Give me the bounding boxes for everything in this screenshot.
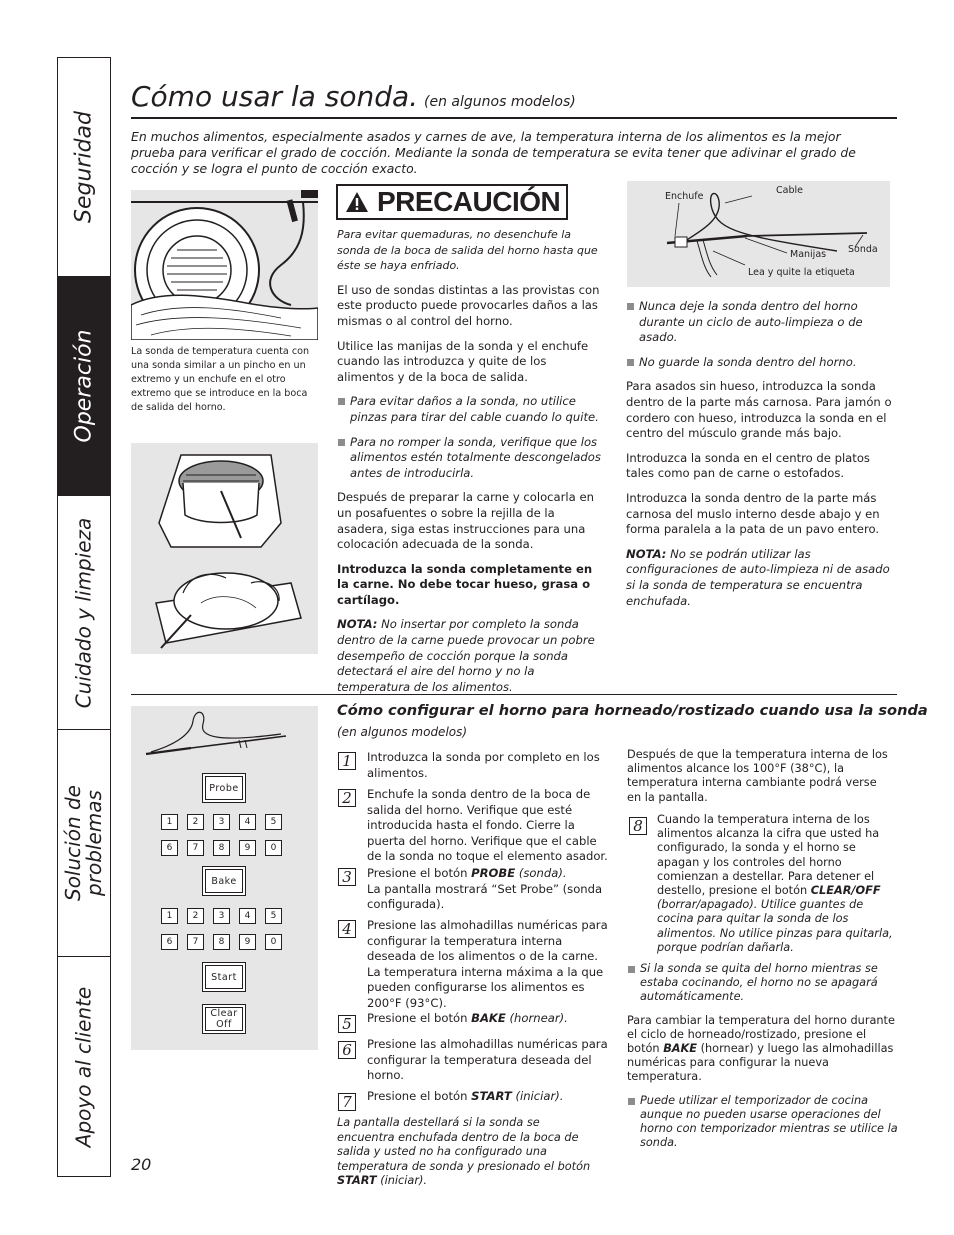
step-3-pre: Presione el botón xyxy=(367,866,472,880)
keypad1-key-8[interactable]: 8 xyxy=(213,840,230,856)
step-7-bold: START xyxy=(471,1089,512,1103)
section2-right-bullet-1: Si la sonda se quita del horno mientras se estaba cocinando, el horno no se apagará automáticamente. xyxy=(627,962,899,1005)
step-2-text: Enchufe la sonda dentro de la boca de salida del horno. Verifique que esté introducida hasta el fondo. Cierre la puerta del horno. Verifique que el cable de la sonda no toque el elemento asador. xyxy=(367,787,608,864)
step-7-number: 7 xyxy=(338,1093,356,1111)
step-5-pre: Presione el botón xyxy=(367,1011,472,1025)
keypad1-key-6[interactable]: 6 xyxy=(161,840,178,856)
warning-banner xyxy=(336,184,568,220)
step-5-post: (hornear). xyxy=(505,1011,568,1025)
warning-icon xyxy=(345,191,369,213)
keypad2-key-0[interactable]: 0 xyxy=(265,934,282,950)
step-2-number: 2 xyxy=(338,789,356,807)
start-key[interactable] xyxy=(202,962,246,992)
tab-operacion[interactable] xyxy=(58,277,110,496)
step-1-text: Introduzca la sonda por completo en los alimentos. xyxy=(367,750,600,780)
step-6-text: Presione las almohadillas numéricas para configurar la temperatura deseada del horno. xyxy=(367,1037,608,1083)
warning-note xyxy=(337,617,605,695)
diagram-label-manijas: Manijas xyxy=(790,249,827,260)
probe-diagram xyxy=(627,181,890,287)
section2-right-bullet-2: Puede utilizar el temporizador de cocina aunque no pueden usarse operaciones del horno con temporizador mientras se utilice la sonda. xyxy=(627,1094,899,1151)
warning-paragraph-2: El uso de sondas distintas a las provistas con este producto puede provocarles daños a las mismas o al control del horno. xyxy=(337,282,600,328)
keypad2-key-1[interactable]: 1 xyxy=(161,908,178,924)
keypad1-key-5[interactable]: 5 xyxy=(265,814,282,830)
step-3-number: 3 xyxy=(338,868,356,886)
warning-column xyxy=(337,227,605,704)
section2-right-p2-bold: BAKE xyxy=(663,1042,698,1056)
step-1 xyxy=(338,750,608,781)
tab-solucion[interactable] xyxy=(58,730,110,957)
warning-paragraph-3: Utilice las manijas de la sonda y el enchufe cuando las introduzca y quite de los alimentos y de la boca de salida. xyxy=(337,338,589,384)
bake-key[interactable] xyxy=(202,866,246,896)
clear-off-key[interactable] xyxy=(202,1004,246,1034)
keypad1-key-2[interactable]: 2 xyxy=(187,814,204,830)
right-note-text: No se podrán utilizar las configuraciones de auto-limpieza ni de asado si la sonda de temperatura se encuentra enchufada. xyxy=(626,546,890,608)
probe-key[interactable] xyxy=(202,773,246,803)
step-8-post: (borrar/apagado). Utilice guantes de cocina para quitar la sonda de los alimentos. No utilice pinzas para quitarla, porque podrían dañarla. xyxy=(657,898,893,954)
keypad2-key-3[interactable]: 3 xyxy=(213,908,230,924)
section2-right-bottom xyxy=(627,962,899,1159)
step-3-post: (sonda). xyxy=(515,866,567,880)
step-3 xyxy=(338,866,608,913)
warning-note-label: NOTA: xyxy=(337,617,378,632)
diagram-label-enchufe: Enchufe xyxy=(665,191,704,202)
right-paragraph-3: Introduzca la sonda dentro de la parte más carnosa del muslo interno desde abajo y en forma paralela a la pata de un pavo entero. xyxy=(626,490,880,537)
diagram-label-sonda: Sonda xyxy=(848,244,878,255)
section2-right-paragraph-1: Después de que la temperatura interna de los alimentos alcance los 100°F (38°C), la temperatura interna cambiante podrá verse en la pantalla. xyxy=(627,748,888,804)
step-3-line2: La pantalla mostrará “Set Probe” (sonda configurada). xyxy=(367,881,603,912)
flash-note-post: (iniciar). xyxy=(376,1174,427,1187)
step-3-text xyxy=(367,866,608,913)
section2-right-p2-post: (hornear) y luego las almohadillas numéricas para configurar la nueva temperatura. xyxy=(627,1042,894,1084)
tab-solucion-label: Solución de problemas xyxy=(61,785,106,901)
warning-paragraph-5: Introduzca la sonda completamente en la carne. No debe tocar hueso, grasa o cartílago. xyxy=(337,561,593,607)
off-key-label: Off xyxy=(216,1019,232,1030)
keypad2-key-5[interactable]: 5 xyxy=(265,908,282,924)
step-1-number: 1 xyxy=(338,752,356,770)
intro-paragraph: En muchos alimentos, especialmente asados y carnes de ave, la temperatura interna de los alimentos es la mejor prueba para verificar el grado de cocción. Mediante la sonda de temperatura se evita tener que adivinar el grado de cocción y se logra el punto de cocción exacto. xyxy=(131,129,856,176)
step-8-text xyxy=(657,813,899,955)
keypad2-key-6[interactable]: 6 xyxy=(161,934,178,950)
section2-subtitle: (en algunos modelos) xyxy=(337,725,468,739)
warning-note-text: No insertar por completo la sonda dentro de la carne puede provocar un pobre desempeño de cocción porque la sonda detectará el aire del horno y no la temperatura de los alimentos. xyxy=(337,617,595,694)
keypad2-key-2[interactable]: 2 xyxy=(187,908,204,924)
flash-note-bold: START xyxy=(337,1174,377,1187)
roast-turkey-illustration xyxy=(131,443,318,654)
tab-seguridad-label: Seguridad xyxy=(71,111,97,223)
keypad2-key-7[interactable]: 7 xyxy=(187,934,204,950)
right-bullet-2: No guarde la sonda dentro del horno. xyxy=(626,355,901,371)
step-5-bold: BAKE xyxy=(471,1011,506,1025)
section2-title: Cómo configurar el horno para horneado/rostizado cuando usa la sonda xyxy=(337,702,928,719)
tab-cuidado[interactable] xyxy=(58,496,110,730)
step-8-pre: Cuando la temperatura interna de los alimentos alcanza la cifra que usted ha configurado, la sonda y el horno se apagan y los controles del horno comienzan a destellar. Para detener el destello, presione el botón xyxy=(657,813,880,898)
keypad1-key-0[interactable]: 0 xyxy=(265,840,282,856)
figure1-caption: La sonda de temperatura cuenta con una sonda similar a un pincho en un extremo y un enchufe en el otro extremo que se introduce en la boca de salida del horno. xyxy=(131,346,310,413)
step-6-number: 6 xyxy=(338,1041,356,1059)
step-4-number: 4 xyxy=(338,920,356,938)
step-8 xyxy=(629,813,899,955)
warning-paragraph-1: Para evitar quemaduras, no desenchufe la sonda de la boca de salida del horno hasta que éste se haya enfriado. xyxy=(337,228,598,273)
diagram-label-etiqueta: Lea y quite la etiqueta xyxy=(748,267,855,278)
step-5-number: 5 xyxy=(338,1015,356,1033)
flash-note xyxy=(337,1116,597,1189)
tab-apoyo[interactable] xyxy=(58,957,110,1176)
warning-paragraph-4: Después de preparar la carne y colocarla en un posafuentes o sobre la rejilla de la asadera, siga estas instrucciones para una colocación adecuada de la sonda. xyxy=(337,490,594,552)
diagram-label-cable: Cable xyxy=(776,185,803,196)
right-paragraph-2: Introduzca la sonda en el centro de platos tales como pan de carne o estofados. xyxy=(626,450,870,481)
tab-cuidado-label: Cuidado y limpieza xyxy=(71,517,96,708)
section-tabs xyxy=(57,57,111,1177)
step-7-post: (iniciar). xyxy=(511,1089,564,1103)
keypad1-key-4[interactable]: 4 xyxy=(239,814,256,830)
page-title-text: Cómo usar la sonda. xyxy=(131,80,419,113)
tab-seguridad[interactable] xyxy=(58,58,110,277)
page-title-subtitle: (en algunos modelos) xyxy=(424,94,576,110)
step-6 xyxy=(338,1037,608,1084)
step-7 xyxy=(338,1089,608,1111)
section2-right-paragraph-2 xyxy=(627,1014,899,1085)
right-column xyxy=(626,299,901,618)
probe-outlet-illustration xyxy=(131,190,318,340)
keypad2-key-8[interactable]: 8 xyxy=(213,934,230,950)
step-8-number: 8 xyxy=(629,817,647,835)
tab-apoyo-label: Apoyo al cliente xyxy=(71,986,96,1147)
keypad1-key-7[interactable]: 7 xyxy=(187,840,204,856)
warning-title: PRECAUCIÓN xyxy=(377,186,561,217)
step-7-pre: Presione el botón xyxy=(367,1089,472,1103)
page-number: 20 xyxy=(131,1155,152,1174)
step-2 xyxy=(338,787,608,865)
right-note-label: NOTA: xyxy=(626,546,667,561)
right-bullet-1: Nunca deje la sonda dentro del horno durante un ciclo de auto-limpieza o de asado. xyxy=(626,299,901,346)
step-4 xyxy=(338,918,608,1012)
keypad1-key-3[interactable]: 3 xyxy=(213,814,230,830)
probe-key-label: Probe xyxy=(209,782,239,794)
step-5 xyxy=(338,1011,608,1033)
step-7-text xyxy=(367,1089,608,1105)
step-3-bold: PROBE xyxy=(471,866,516,880)
step-4-text: Presione las almohadillas numéricas para configurar la temperatura interna deseada de los alimentos o de la carne. La temperatura interna máxima a la que pueden configurarse los alimentos es 200°F (93°C). xyxy=(367,918,608,1010)
control-panel-illustration xyxy=(131,706,318,1050)
page-title xyxy=(131,80,576,113)
keypad1-key-9[interactable]: 9 xyxy=(239,840,256,856)
keypad1-key-1[interactable]: 1 xyxy=(161,814,178,830)
section2-rule xyxy=(131,694,897,695)
start-key-label: Start xyxy=(211,971,237,983)
flash-note-pre: La pantalla destellará si la sonda se encuentra enchufada dentro de la boca de salida y usted no ha configurado una temperatura de sonda y presionado el botón xyxy=(337,1116,591,1173)
right-note xyxy=(626,547,901,609)
title-rule xyxy=(131,117,897,119)
warning-bullet-1: Para evitar daños a la sonda, no utilice pinzas para tirar del cable cuando lo quite. xyxy=(337,394,605,425)
keypad2-key-9[interactable]: 9 xyxy=(239,934,256,950)
section2-right-p2-pre: Para cambiar la temperatura del horno durante el ciclo de horneado/rostizado, presione el botón xyxy=(627,1013,895,1056)
right-paragraph-1: Para asados sin hueso, introduzca la sonda dentro de la parte más carnosa. Para jamón o cordero con hueso, introduzca la sonda en el centro del músculo grande más bajo. xyxy=(626,379,892,441)
step-5-text xyxy=(367,1011,608,1027)
warning-bullet-2: Para no romper la sonda, verifique que los alimentos estén totalmente descongelados antes de introducirla. xyxy=(337,435,605,482)
tab-operacion-label: Operación xyxy=(71,329,97,443)
step-8-bold: CLEAR/OFF xyxy=(810,884,881,898)
keypad2-key-4[interactable]: 4 xyxy=(239,908,256,924)
bake-key-label: Bake xyxy=(211,875,237,887)
clear-key-label: Clear xyxy=(210,1008,238,1019)
